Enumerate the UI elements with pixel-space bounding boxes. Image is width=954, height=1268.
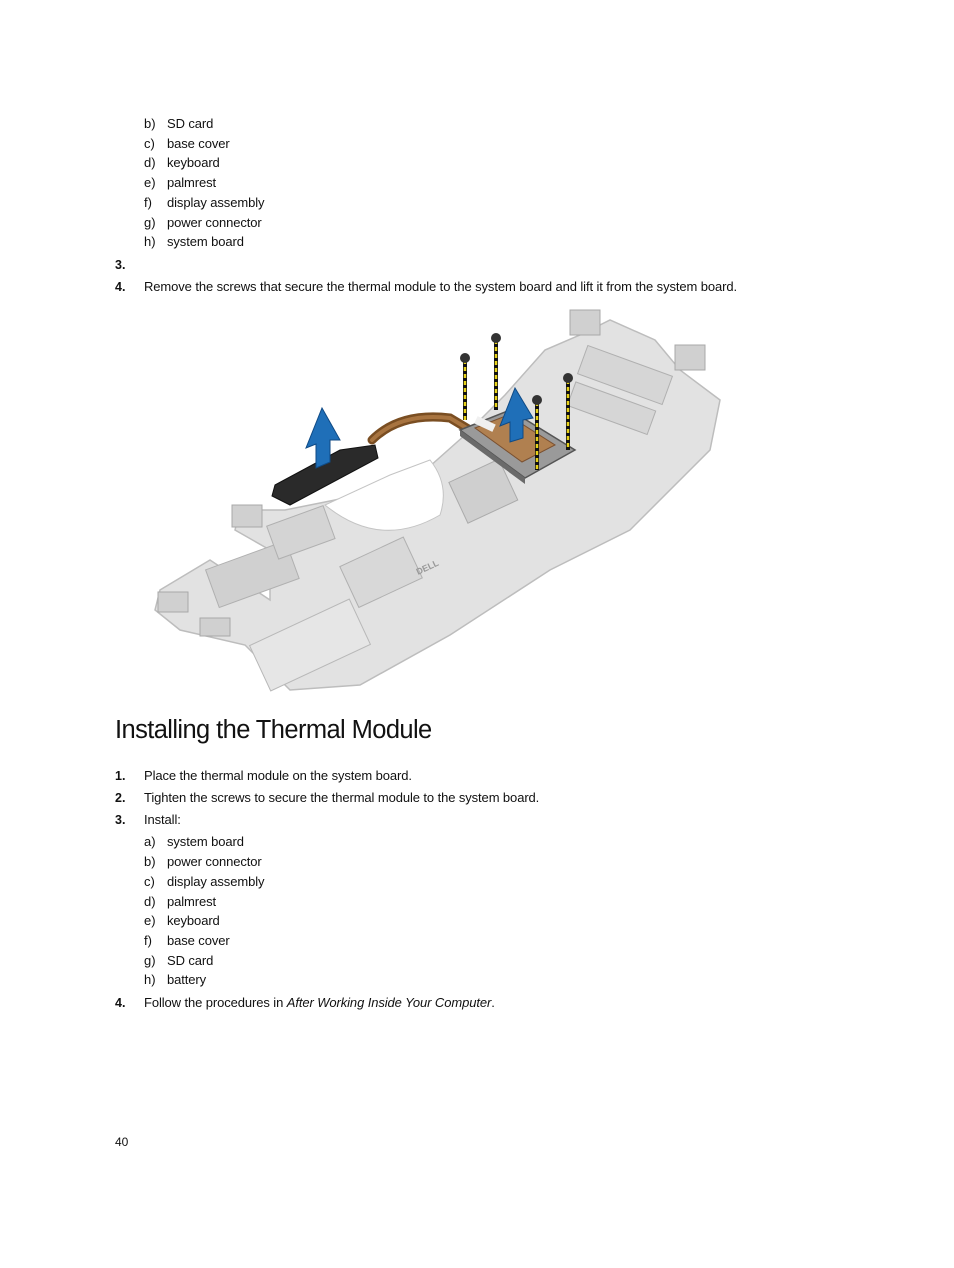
list-text: base cover [167,136,230,151]
list-text: power connector [167,854,262,869]
list-letter: f) [144,933,152,948]
list-text: system board [167,234,244,249]
step-text-suffix: . [491,995,495,1010]
list-letter: b) [144,116,156,131]
board-brand-label: DELL [414,557,441,577]
system-board-illustration [155,310,720,691]
list-letter: d) [144,155,156,170]
list-text: palmrest [167,894,217,909]
list-letter: e) [144,913,156,928]
list-letter: f) [144,195,152,210]
list-text: display assembly [167,195,265,210]
list-letter: d) [144,894,156,909]
step-text: Install: [144,812,181,827]
step-text [144,995,495,1011]
list-text: system board [167,834,244,849]
step-number: 3. [115,258,126,272]
list-text: battery [167,972,207,987]
step-text: Place the thermal module on the system board. [144,768,412,783]
step-text: Remove the screws that secure the thermal module to the system board and lift it from the system board. [144,279,738,294]
step-text-prefix: Follow the procedures in [144,995,287,1010]
list-text: keyboard [167,913,220,928]
list-letter: a) [144,834,156,849]
list-letter: g) [144,953,156,968]
list-letter: b) [144,854,156,869]
list-text: display assembly [167,874,265,889]
list-text: keyboard [167,155,220,170]
cross-reference-link[interactable]: After Working Inside Your Computer [286,995,492,1010]
list-text: SD card [167,953,214,968]
list-letter: c) [144,874,155,889]
list-letter: h) [144,972,156,987]
page-number: 40 [115,1135,129,1149]
step-number: 2. [115,791,126,805]
list-text: base cover [167,933,230,948]
step-number: 1. [115,769,126,783]
screw-icon [460,353,470,420]
thermal-module-removal-figure [150,300,730,700]
list-text: power connector [167,215,262,230]
step-text: Tighten the screws to secure the thermal module to the system board. [144,790,540,805]
list-letter: h) [144,234,156,249]
list-text: palmrest [167,175,217,190]
list-text: SD card [167,116,214,131]
list-letter: g) [144,215,156,230]
list-letter: c) [144,136,155,151]
list-letter: e) [144,175,156,190]
section-heading: Installing the Thermal Module [115,716,432,744]
step-number: 4. [115,280,126,294]
screw-icon [491,333,501,410]
step-number: 4. [115,996,126,1010]
step-number: 3. [115,813,126,827]
